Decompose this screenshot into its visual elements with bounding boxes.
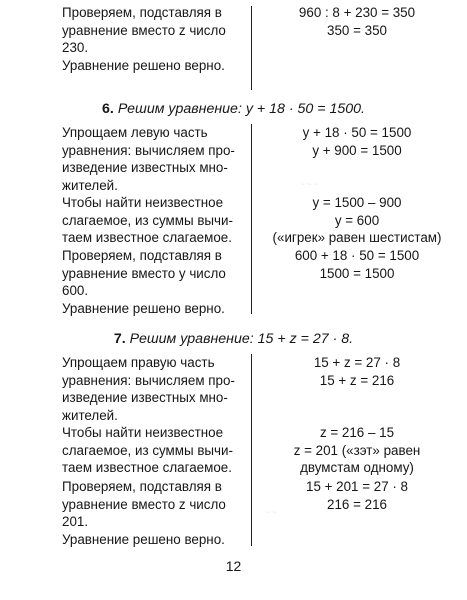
task6-step1-math <box>262 124 452 159</box>
task7-step1-text <box>62 354 248 424</box>
text-line: изведение известных мно- <box>62 390 228 405</box>
math-line: 960 : 8 + 230 = 350 <box>298 5 416 20</box>
top-check-math <box>262 4 452 39</box>
math-line: y + 18 · 50 = 1500 <box>302 125 412 140</box>
task6-step2-math <box>262 194 452 247</box>
text-line: слагаемое, из суммы вычи- <box>62 442 233 458</box>
task6-heading <box>0 100 467 118</box>
task6-step3-text <box>62 247 248 300</box>
task7-heading <box>0 330 467 348</box>
task6-step1-text <box>62 124 248 194</box>
text-line: жителей. <box>62 177 118 193</box>
task6-title: Решим уравнение: <box>117 101 242 117</box>
task7-step1-math <box>262 354 452 389</box>
text-line: уравнение вместо z число <box>62 22 226 38</box>
task6-conclusion <box>62 300 248 318</box>
task7-conclusion <box>62 531 248 549</box>
math-line: z = 201 («зэт» равен <box>293 442 421 458</box>
text-line: Уравнение решено верно. <box>62 301 225 316</box>
text-line: уравнения: вычисляем про- <box>62 372 235 388</box>
text-line: Упрощаем левую часть <box>62 125 208 140</box>
task7-title: Решим уравнение: <box>129 331 254 347</box>
column-divider <box>251 6 252 90</box>
text-line: 201. <box>62 514 89 529</box>
math-line: («игрек» равен шестистам) <box>272 230 442 245</box>
text-line: таем известное слагаемое. <box>62 230 232 245</box>
math-line: y + 900 = 1500 <box>312 142 402 158</box>
show-through-mark: ~ ~ <box>265 508 277 517</box>
task6-equation: y + 18 · 50 = 1500. <box>245 101 365 117</box>
math-line: 216 = 216 <box>327 496 387 512</box>
column-divider <box>251 354 252 546</box>
text-line: уравнения: вычисляем про- <box>62 142 235 158</box>
math-line: z = 216 – 15 <box>319 425 395 440</box>
text-line: Уравнение решено верно. <box>62 532 225 547</box>
show-through-mark: ~ ~ ~ <box>300 180 319 189</box>
top-check-text <box>62 4 248 74</box>
math-line: 600 + 18 · 50 = 1500 <box>294 248 420 263</box>
math-line: 1500 = 1500 <box>319 265 395 281</box>
task7-step3-text <box>62 478 248 531</box>
text-line: Чтобы найти неизвестное <box>62 195 224 210</box>
task6-step3-math <box>262 247 452 282</box>
text-line: жителей. <box>62 407 118 423</box>
task6-step2-text <box>62 194 248 247</box>
text-line: уравнение вместо y число <box>62 265 226 281</box>
math-line: 350 = 350 <box>327 22 387 38</box>
text-line: таем известное слагаемое. <box>62 460 232 475</box>
text-line: Чтобы найти неизвестное <box>62 425 224 440</box>
task7-number: 7. <box>113 331 126 347</box>
text-line: Проверяем, подставляя в <box>62 5 222 20</box>
math-line: 15 + 201 = 27 · 8 <box>306 479 408 494</box>
column-divider <box>251 124 252 314</box>
text-line: Упрощаем правую часть <box>62 355 215 370</box>
text-line: Проверяем, подставляя в <box>62 248 222 263</box>
math-line: двумстам одному) <box>300 460 414 475</box>
math-line: 15 + z = 27 · 8 <box>313 355 401 370</box>
task7-step3-math <box>262 478 452 513</box>
math-line: y = 1500 – 900 <box>312 195 402 210</box>
text-line: 600. <box>62 283 89 298</box>
text-line: изведение известных мно- <box>62 160 228 175</box>
text-line: Проверяем, подставляя в <box>62 479 222 494</box>
task7-step2-math <box>262 424 452 477</box>
text-line: уравнение вместо z число <box>62 496 226 512</box>
math-line: y = 600 <box>334 212 380 228</box>
text-line: Уравнение решено верно. <box>62 57 225 73</box>
task7-step2-text <box>62 424 248 477</box>
task6-number: 6. <box>102 101 114 117</box>
text-line: 230. <box>62 40 89 55</box>
page-number: 12 <box>225 558 242 574</box>
math-line: 15 + z = 216 <box>319 372 395 388</box>
task7-equation: 15 + z = 27 · 8. <box>257 331 354 347</box>
text-line: слагаемое, из суммы вычи- <box>62 212 233 228</box>
